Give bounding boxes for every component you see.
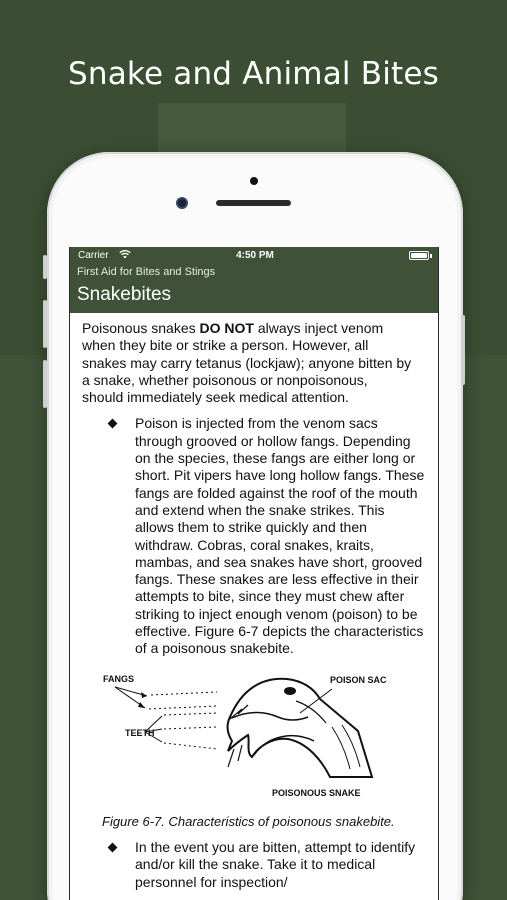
power-button (461, 315, 465, 385)
volume-down-button (43, 360, 47, 408)
diamond-bullet-icon (108, 842, 118, 852)
battery-cap (430, 254, 432, 258)
diamond-bullet-icon (108, 419, 118, 429)
intro-emphasis: DO NOT (199, 320, 254, 336)
intro-text-end: always inject venom when they bite or strike a person. However, all snakes may carry tetanus (lockjaw); anyone bitten by a snake, whether poisonous or nonpoisonous, should immediately seek medical attention. (82, 320, 412, 406)
promo-headline: Snake and Animal Bites (67, 56, 440, 92)
label-poisonous-snake: POISONOUS SNAKE (272, 787, 361, 798)
intro-text-start: Poisonous snakes (82, 320, 200, 336)
figure-snakebite (82, 669, 427, 811)
figure-caption: Figure 6-7. Characteristics of poisonous snakebite. (102, 813, 395, 829)
back-button[interactable]: First Aid for Bites and Stings (77, 266, 216, 278)
label-teeth: TEETH (125, 727, 155, 738)
list-item-text: In the event you are bitten, attempt to identify and/or kill the snake. Take it to medical personnel for inspection/ (135, 838, 416, 890)
status-bar (70, 247, 438, 264)
phone-screen (69, 247, 439, 900)
navigation-bar (70, 264, 438, 313)
list-item-text: Poison is injected from the venom sacs through grooved or hollow fangs. Depending on the species, these fangs are either long or short. Pit vipers have long hollow fangs. These fangs are folded against the roof of the mouth and extend when the snake strikes. This allows them to strike quickly and then withdraw. Cobras, coral snakes, kraits, mambas, and sea snakes have short, grooved fangs. These snakes are less effective in their attempts to bite, since they must chew after striking to inject enough venom (poison) to be effective. Figure 6-7 depicts the characteristics of a poisonous snakebite. (135, 415, 425, 657)
label-fangs: FANGS (103, 673, 135, 684)
carrier-label: Carrier (78, 250, 109, 261)
mute-switch (43, 255, 47, 279)
list-item (82, 839, 427, 891)
front-camera (176, 197, 188, 209)
earpiece-speaker (216, 200, 291, 206)
intro-paragraph (82, 320, 412, 406)
clock: 4:50 PM (236, 250, 274, 261)
page-title: Snakebites (77, 284, 172, 305)
label-poison-sac: POISON SAC (330, 674, 387, 685)
article-body (82, 320, 427, 891)
battery-icon (409, 251, 429, 260)
list-item (82, 415, 427, 657)
battery-level (411, 253, 427, 258)
proximity-sensor (250, 177, 258, 185)
volume-up-button (43, 300, 47, 348)
